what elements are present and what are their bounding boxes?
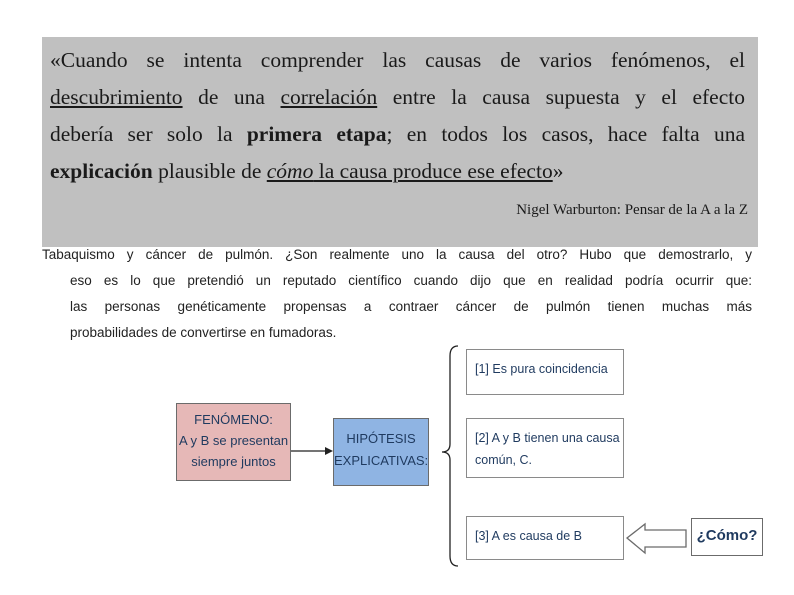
option-2-line-1: [2] A y B tienen una causa xyxy=(475,431,620,445)
hipotesis-line-1: HIPÓTESIS xyxy=(346,431,416,446)
option-box-1 xyxy=(466,349,624,395)
option-box-3 xyxy=(466,516,624,560)
fenomeno-title: FENÓMENO: xyxy=(194,412,273,427)
quote-line-3-end: ; en todos los casos, hace falta una xyxy=(386,122,745,146)
quote-line-2-part: de una xyxy=(182,85,281,109)
paragraph-line-1: Tabaquismo y cáncer de pulmón. ¿Son realmente uno la causa del otro? Hubo que demostrarlo, y xyxy=(42,247,752,262)
quote-close-mark: » xyxy=(552,159,564,183)
curly-brace xyxy=(442,346,458,566)
option-box-2 xyxy=(466,418,624,478)
quote-underline-causa: la causa produce ese efecto xyxy=(313,159,553,183)
hipotesis-line-2: EXPLICATIVAS: xyxy=(334,453,429,468)
quote-underline-descubrimiento: descubrimiento xyxy=(50,85,183,109)
quote-bold-explicacion: explicación xyxy=(50,159,153,183)
quote-bold-primera-etapa: primera etapa xyxy=(246,122,387,146)
option-1-text: [1] Es pura coincidencia xyxy=(475,362,608,376)
quote-attribution: Nigel Warburton: Pensar de la A a la Z xyxy=(516,202,748,218)
hipotesis-box xyxy=(333,418,429,486)
paragraph-line-2: eso es lo que pretendió un reputado científico cuando dijo que en realidad podría ocurrir que: xyxy=(70,273,752,288)
fenomeno-box xyxy=(176,403,291,481)
como-question-box: ¿Cómo? xyxy=(691,518,763,556)
hollow-arrow-left xyxy=(627,524,686,553)
quote-line-3-start: debería ser solo la xyxy=(50,122,247,146)
fenomeno-line-2: A y B se presentan xyxy=(178,433,289,448)
paragraph-line-3: las personas genéticamente propensas a contraer cáncer de pulmón tienen muchas más xyxy=(70,299,752,314)
quote-underline-correlacion: correlación xyxy=(280,85,378,109)
option-2-line-2: común, C. xyxy=(475,453,532,467)
quote-line-4-part: plausible de xyxy=(152,159,267,183)
arrow-head xyxy=(325,447,333,455)
quote-underline-como: cómo xyxy=(266,159,314,183)
fenomeno-line-3: siempre juntos xyxy=(191,454,276,469)
quote-line-1: «Cuando se intenta comprender las causas de varios fenómenos, el xyxy=(50,48,745,72)
paragraph-line-4: probabilidades de convertirse en fumadoras. xyxy=(70,325,337,340)
quote-line-2-end: entre la causa supuesta y el efecto xyxy=(377,85,745,109)
option-3-text: [3] A es causa de B xyxy=(475,529,583,543)
